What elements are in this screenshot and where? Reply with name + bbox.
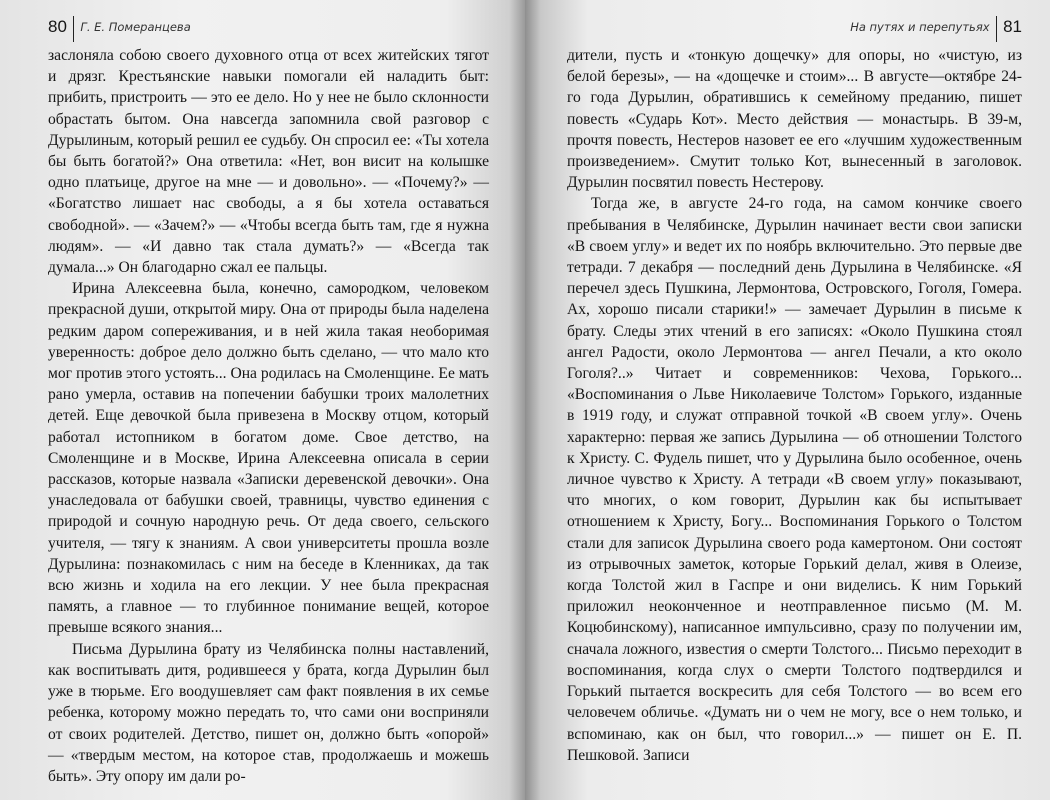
right-running-head	[567, 16, 1022, 42]
left-header-rule	[73, 16, 75, 42]
right-page-text	[567, 45, 1022, 766]
right-paragraph-2: Тогда же, в августе 24-го года, на самом кончике своего пребывания в Челябинске, Дурылин начинает вести свои записки «В своем углу» и ведет их по ноябрь включительно. Это первые две тетради. 7 декабря — последний день Дурылина в Челябинске. «Я перечел здесь Пушкина, Лермонтова, Островского, Гоголя, Гомера. Ах, хорошо писали старики!» — замечает Дурылин в письме к брату. Следы этих чтений в его записях: «Около Пушкина стоял ангел Радости, около Лермонтова — ангел Печали, а кто около Гоголя?..» Читает и современников: Чехова, Горького... «Воспоминания о Льве Николаевиче Толстом» Горького, изданные в 1919 году, и служат отправной точкой «В своем углу». Очень характерно: первая же запись Дурылина — об отношении Толстого к Христу. С. Фудель пишет, что у Дурылина было особенное, очень личное чувство к Христу. А тетради «В своем углу» показывают, что многих, о ком говорит, Дурылин как бы испытывает отношением к Христу, Богу... Воспоминания Горького о Толстом стали для записок Дурылина своего рода камертоном. Они состоят из отрывочных заметок, которые Горький делал, живя в Олеизе, когда Толстой жил в Гаспре и они виделись. К ним Горький приложил неоконченное и неотправленное письмо (М. М. Коцюбинскому), написанное импульсивно, сразу по получении им, сначала ложного, известия о смерти Толстого... Письмо переходит в воспоминания, когда слух о смерти Толстого подтвердился и Горький пытается воскресить для себя Толстого — во всем его человечем обличье. «Думать ни о чем не могу, все о нем только, и вспоминаю, как он был, что говорил...» — пишет он Е. П. Пешковой. Записи	[567, 195, 1022, 764]
left-running-head	[48, 16, 489, 42]
left-header-author: Г. Е. Померанцева	[80, 20, 191, 34]
left-paragraph-2: Ирина Алексеевна была, конечно, самородком, человеком прекрасной души, открытой миру. Она от природы была наделена редким даром сопереживания, и в ней жила такая необоримая уверенность: доброе дело должно быть сделано, — что мало кто мог против этого устоять... Она родилась на Смоленщине. Ее мать рано умерла, оставив на попечении бабушки троих малолетних детей. Еще девочкой была привезена в Москву отцом, который работал истопником в богатом доме. Свое детство, на Смоленщине и в Москве, Ирина Алексеевна описала в серии рассказов, которые назвала «Записки деревенской девочки». Она унаследовала от бабушки своей, травницы, чувство единения с природой и сочную народную речь. От деда своего, сельского учителя, — тягу к знаниям. А свои университеты прошла возле Дурылина: познакомилась с ним на беседе в Кленниках, да так всю жизнь и ходила на его лекции. У нее была прекрасная память, а главное — то глубинное понимание вещей, которое превыше всякого знания...	[48, 280, 489, 637]
right-header-title: На путях и перепутьях	[850, 20, 990, 34]
right-page	[525, 0, 1050, 800]
right-page-number: 81	[1003, 17, 1022, 36]
right-header-rule	[996, 16, 998, 42]
left-paragraph-3: Письма Дурылина брату из Челябинска полны наставлений, как воспитывать дитя, родившееся у брата, когда Дурылин был уже в тюрьме. Его воодушевляет сам факт появления в их семье ребенка, которому можно передать то, что сами они восприняли от своих родителей. Детство, пишет он, должно быть «опорой» — «твердым местом, на которое став, продолжаешь и можешь быть». Эту опору им дали ро-	[48, 640, 489, 785]
left-paragraph-1: заслоняла собою своего духовного отца от всех житейских тягот и дрязг. Крестьянские навыки помогали ей наладить быт: прибить, пристроить — это ее дело. Но у нее не было склонности обрастать бытом. Она навсегда запомнила свой разговор с Дурылиным, который решил ее судьбу. Он спросил ее: «Ты хотела бы быть богатой?» Она ответила: «Нет, вон висит на колышке одно платьице, другое на мне — и довольно». — «Почему?» — «Богатство лишает нас свободы, а я бы хотела оставаться свободной». — «Зачем?» — «Чтобы всегда быть там, где я нужна людям». — «И давно так стала думать?» — «Всегда так думала...» Он благодарно сжал ее пальцы.	[48, 47, 489, 277]
left-page-text	[48, 45, 489, 787]
left-page-number: 80	[48, 17, 67, 36]
right-paragraph-1: дители, пусть и «тонкую дощечку» для опоры, но «чистую, из белой березы», — на «дощечке и стоим»... В августе—октябре 24-го года Дурылин, обратившись к семейному преданию, пишет повесть «Сударь Кот». Место действия — монастырь. В 39-м, прочтя повесть, Нестеров назовет ее его «лучшим художественным произведением». Смутит только Кот, вынесенный в заголовок. Дурылин посвятил повесть Нестерову.	[567, 47, 1022, 192]
